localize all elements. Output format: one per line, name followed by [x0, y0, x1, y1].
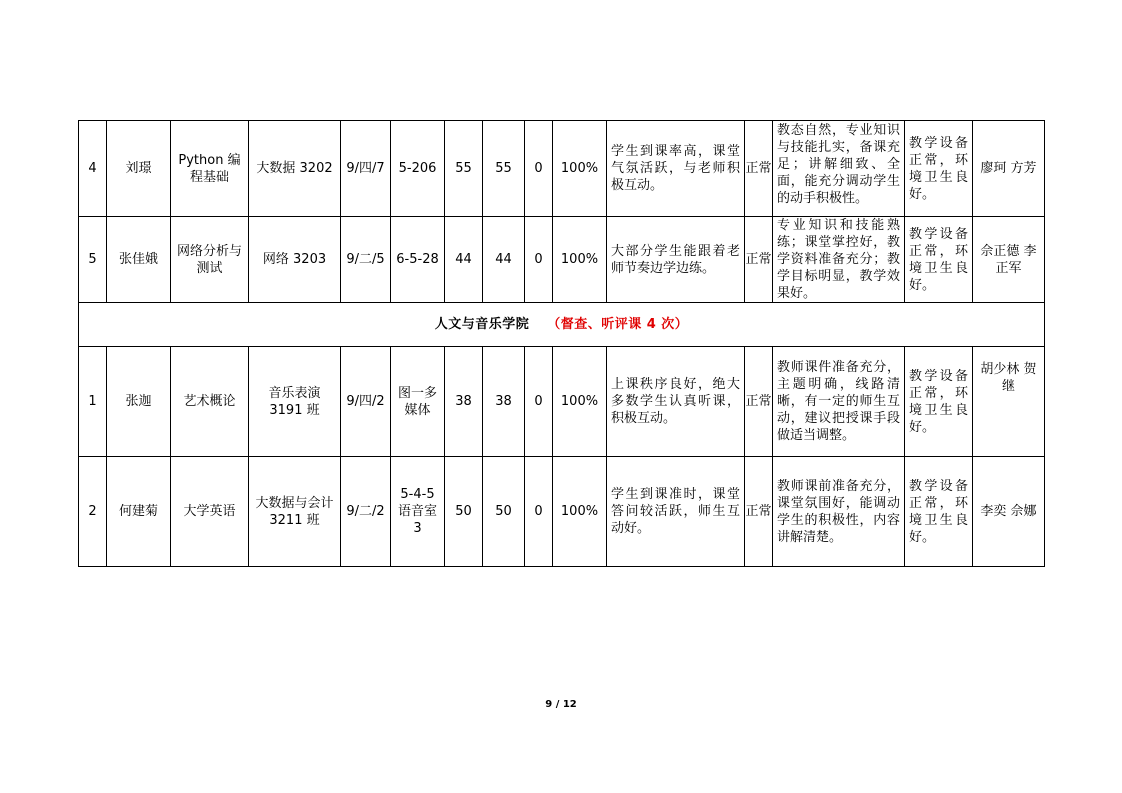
- teacher-name: 张佳娥: [107, 217, 171, 303]
- teacher-name: 刘璟: [107, 121, 171, 217]
- order-status: 正常: [745, 457, 773, 567]
- table-row: [79, 121, 1045, 217]
- course-name: 网络分析与测试: [171, 217, 249, 303]
- student-evaluation: 学生到课率高，课堂气氛活跃，与老师积极互动。: [607, 121, 745, 217]
- attendance-rate: 100%: [553, 347, 607, 457]
- order-status: 正常: [745, 121, 773, 217]
- section-header: [79, 303, 1045, 347]
- student-evaluation: 大部分学生能跟着老师节奏边学边练。: [607, 217, 745, 303]
- student-evaluation: 学生到课准时，课堂答问较活跃，师生互动好。: [607, 457, 745, 567]
- lesson-date: 9/二/2: [341, 457, 391, 567]
- expected-count: 50: [445, 457, 483, 567]
- environment-note: 教学设备正常，环境卫生良好。: [905, 121, 973, 217]
- environment-note: 教学设备正常，环境卫生良好。: [905, 217, 973, 303]
- order-status: 正常: [745, 347, 773, 457]
- inspector-names: 李奕 佘娜: [973, 457, 1045, 567]
- class-name: 大数据与会计 3211 班: [249, 457, 341, 567]
- classroom: 5-4-5 语音室 3: [391, 457, 445, 567]
- attendance-rate: 100%: [553, 217, 607, 303]
- lesson-date: 9/四/7: [341, 121, 391, 217]
- row-number: 4: [79, 121, 107, 217]
- section-title: 人文与音乐学院: [434, 317, 530, 332]
- expected-count: 38: [445, 347, 483, 457]
- environment-note: 教学设备正常，环境卫生良好。: [905, 347, 973, 457]
- actual-count: 55: [483, 121, 525, 217]
- row-number: 5: [79, 217, 107, 303]
- order-status: 正常: [745, 217, 773, 303]
- classroom: 5-206: [391, 121, 445, 217]
- classroom: 图一多媒体: [391, 347, 445, 457]
- teacher-name: 何建菊: [107, 457, 171, 567]
- actual-count: 38: [483, 347, 525, 457]
- class-name: 大数据 3202: [249, 121, 341, 217]
- course-name: 艺术概论: [171, 347, 249, 457]
- row-number: 1: [79, 347, 107, 457]
- absent-count: 0: [525, 457, 553, 567]
- absent-count: 0: [525, 217, 553, 303]
- lesson-date: 9/四/2: [341, 347, 391, 457]
- teacher-evaluation: 教态自然，专业知识与技能扎实，备课充足；讲解细致、全面，能充分调动学生的动手积极性。: [773, 121, 905, 217]
- table-row: [79, 217, 1045, 303]
- section-header-row: [79, 303, 1045, 347]
- student-evaluation: 上课秩序良好，绝大多数学生认真听课，积极互动。: [607, 347, 745, 457]
- lesson-date: 9/二/5: [341, 217, 391, 303]
- absent-count: 0: [525, 347, 553, 457]
- teacher-name: 张迦: [107, 347, 171, 457]
- teacher-evaluation: 教师课件准备充分，主题明确，线路清晰，有一定的师生互动，建议把授课手段做适当调整。: [773, 347, 905, 457]
- course-name: Python 编程基础: [171, 121, 249, 217]
- page-number: 9 / 12: [545, 699, 577, 710]
- expected-count: 55: [445, 121, 483, 217]
- table-row: [79, 457, 1045, 567]
- attendance-rate: 100%: [553, 121, 607, 217]
- attendance-rate: 100%: [553, 457, 607, 567]
- teacher-evaluation: 专业知识和技能熟练；课堂掌控好，教学资料准备充分；教学目标明显，教学效果好。: [773, 217, 905, 303]
- actual-count: 44: [483, 217, 525, 303]
- class-name: 网络 3203: [249, 217, 341, 303]
- table-row: [79, 347, 1045, 457]
- absent-count: 0: [525, 121, 553, 217]
- inspector-names: 廖珂 方芳: [973, 121, 1045, 217]
- inspection-table: [78, 120, 1045, 567]
- environment-note: 教学设备正常，环境卫生良好。: [905, 457, 973, 567]
- inspector-names: 胡少林 贺继: [973, 347, 1045, 457]
- class-name: 音乐表演 3191 班: [249, 347, 341, 457]
- classroom: 6-5-28: [391, 217, 445, 303]
- section-note: （督查、听评课 4 次）: [547, 317, 689, 332]
- teacher-evaluation: 教师课前准备充分，课堂氛围好，能调动学生的积极性，内容讲解清楚。: [773, 457, 905, 567]
- row-number: 2: [79, 457, 107, 567]
- actual-count: 50: [483, 457, 525, 567]
- expected-count: 44: [445, 217, 483, 303]
- course-name: 大学英语: [171, 457, 249, 567]
- inspector-names: 佘正德 李正军: [973, 217, 1045, 303]
